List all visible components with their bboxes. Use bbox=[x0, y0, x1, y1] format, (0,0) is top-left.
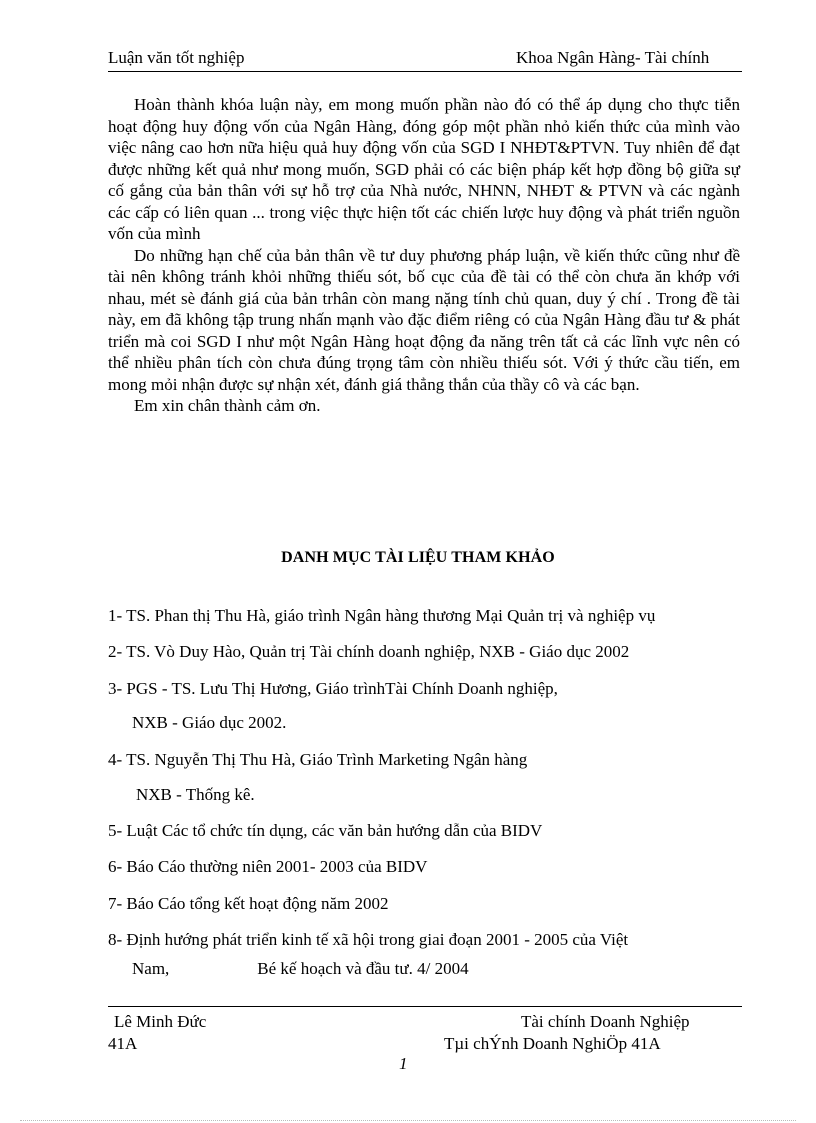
body-text bbox=[108, 94, 740, 417]
reference-1: 1- TS. Phan thị Thu Hà, giáo trình Ngân hàng thương Mại Quản trị và nghiệp vụ bbox=[108, 606, 656, 625]
paragraph-1: Hoàn thành khóa luận này, em mong muốn phần nào đó có thể áp dụng cho thực tiễn hoạt động huy động vốn của Ngân Hàng, đóng góp một phần nhỏ kiến thức của mình vào việc nâng cao hơn nữa hiệu quả huy động vốn của SGD I NHĐT&PTVN. Tuy nhiên để đạt được những kết quả như mong muốn, SGD phải có các biện pháp kết hợp đồng bộ giữa sự cố gắng của bản thân với sự hỗ trợ của Nhà nước, NHNN, NHĐT & PTVN và các ngành các cấp có liên quan ... trong việc thực hiện tốt các chiến lược huy động và phát triển nguồn vốn của mình bbox=[108, 95, 740, 243]
reference-8-country: Nam, bbox=[132, 959, 170, 978]
footer-department-garbled: Tµi chÝnh Doanh NghiÖp 41A bbox=[444, 1034, 661, 1053]
reference-8-publisher: Bé kế hoạch và đầu tư. 4/ 2004 bbox=[257, 959, 469, 978]
page-edge-dotted-line bbox=[20, 1120, 796, 1121]
header-divider bbox=[108, 71, 742, 72]
reference-3-cont: NXB - Giáo dục 2002. bbox=[132, 713, 287, 732]
references-title: DANH MỤC TÀI LIỆU THAM KHẢO bbox=[281, 549, 555, 566]
reference-4-cont: NXB - Thống kê. bbox=[136, 785, 255, 804]
reference-4: 4- TS. Nguyễn Thị Thu Hà, Giáo Trình Marketing Ngân hàng bbox=[108, 750, 528, 769]
reference-6: 6- Báo Cáo thường niên 2001- 2003 của BIDV bbox=[108, 857, 428, 876]
footer-divider bbox=[108, 1006, 742, 1007]
reference-8: 8- Định hướng phát triển kinh tế xã hội trong giai đoạn 2001 - 2005 của Việt bbox=[108, 930, 629, 949]
reference-7: 7- Báo Cáo tổng kết hoạt động năm 2002 bbox=[108, 894, 389, 913]
paragraph-2: Do những hạn chế của bản thân về tư duy phương pháp luận, về kiến thức cũng như đề tài nên không tránh khỏi những thiếu sót, bố cục của đề tài có thể còn chưa ăn khớp với nhau, mét sè đánh giá của bản trhân còn mang nặng tính chủ quan, duy ý chí . Trong đề tài này, em đã không tập trung nhấn mạnh vào đặc điểm riêng có của Ngân Hàng đầu tư & phát triển mà coi SGD I như một Ngân Hàng hoạt động đa năng trên tất cả các lĩnh vực nên có thể nhiều phân tích còn chưa đúng trọng tâm còn nhiều thiếu sót. Với ý thức cầu tiến, em mong mỏi nhận được sự nhận xét, đánh giá thẳng thắn của thầy cô và các bạn. bbox=[108, 245, 740, 394]
page-number: 1 bbox=[399, 1054, 408, 1073]
reference-2: 2- TS. Vò Duy Hào, Quản trị Tài chính doanh nghiệp, NXB - Giáo dục 2002 bbox=[108, 642, 630, 661]
reference-5: 5- Luật Các tổ chức tín dụng, các văn bản hướng dẫn của BIDV bbox=[108, 821, 543, 840]
footer-department: Tài chính Doanh Nghiệp bbox=[521, 1012, 690, 1031]
paragraph-3: Em xin chân thành cảm ơn. bbox=[134, 396, 321, 415]
footer-class: 41A bbox=[108, 1034, 138, 1053]
reference-8-cont bbox=[132, 959, 469, 979]
header-right: Khoa Ngân Hàng- Tài chính bbox=[516, 48, 710, 67]
footer-author: Lê Minh Đức bbox=[114, 1012, 207, 1031]
header-left: Luận văn tốt nghiệp bbox=[108, 48, 245, 67]
reference-3: 3- PGS - TS. Lưu Thị Hương, Giáo trìnhTài Chính Doanh nghiệp, bbox=[108, 679, 558, 698]
